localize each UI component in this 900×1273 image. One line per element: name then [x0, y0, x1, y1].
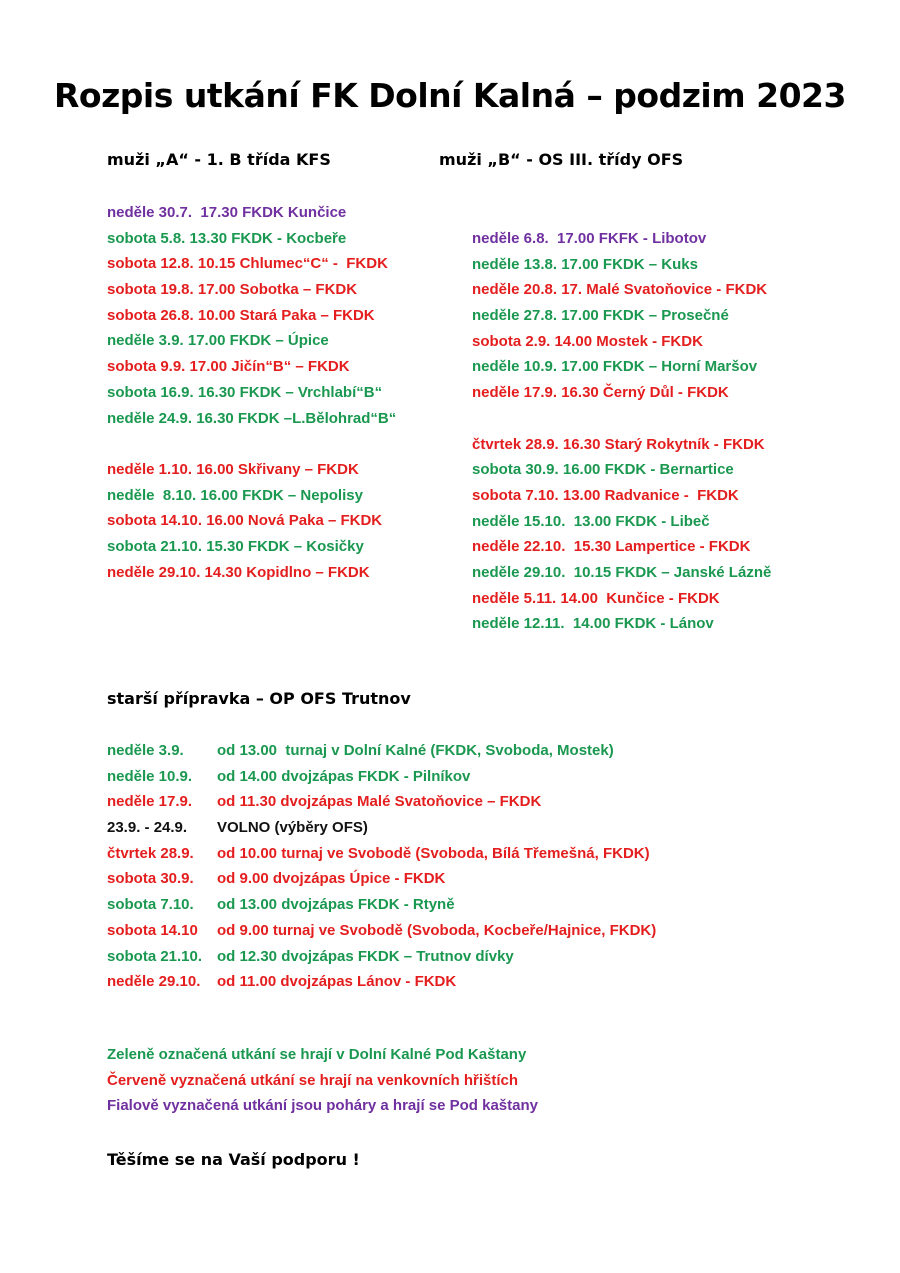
pripravka-event: od 9.00 turnaj ve Svobodě (Svoboda, Kocbeře/Hajnice, FKDK) — [217, 921, 657, 939]
match-row: neděle 13.8. 17.00 FKDK – Kuks — [472, 255, 698, 273]
match-row: sobota 21.10. 15.30 FKDK – Kosičky — [107, 537, 364, 555]
pripravka-row — [107, 764, 656, 790]
pripravka-event: od 14.00 dvojzápas FKDK - Pilníkov — [217, 767, 471, 785]
pripravka-row — [107, 841, 656, 867]
match-row: neděle 10.9. 17.00 FKDK – Horní Maršov — [472, 358, 758, 376]
match-row: sobota 9.9. 17.00 Jičín“B“ – FKDK — [107, 358, 350, 376]
pripravka-day: sobota 21.10. — [107, 947, 203, 965]
pripravka-day: sobota 30.9. — [107, 870, 194, 888]
match-row: neděle 3.9. 17.00 FKDK – Úpice — [107, 332, 329, 350]
match-row: neděle 6.8. 17.00 FKFK - Libotov — [472, 230, 707, 247]
pripravka-day: 23.9. - 24.9. — [107, 819, 188, 837]
match-row: neděle 1.10. 16.00 Skřivany – FKDK — [107, 460, 359, 478]
match-row: neděle 17.9. 16.30 Černý Důl - FKDK — [472, 384, 729, 402]
match-row: neděle 22.10. 15.30 Lampertice - FKDK — [472, 538, 751, 556]
match-row: sobota 12.8. 10.15 Chlumec“C“ - FKDK — [107, 255, 388, 273]
legend-item: Červeně vyznačená utkání se hrají na venkovních hřištích — [107, 1071, 518, 1089]
match-row: neděle 20.8. 17. Malé Svatoňovice - FKDK — [472, 281, 768, 299]
match-row: neděle 27.8. 17.00 FKDK – Prosečné — [472, 307, 729, 325]
match-row: neděle 30.7. 17.30 FKDK Kunčice — [107, 204, 347, 221]
pripravka-row — [107, 815, 656, 841]
match-row: neděle 12.11. 14.00 FKDK - Lánov — [472, 615, 714, 633]
pripravka-event: od 12.30 dvojzápas FKDK – Trutnov dívky — [217, 947, 514, 965]
match-row: neděle 24.9. 16.30 FKDK –L.Bělohrad“B“ — [107, 409, 397, 427]
match-row: sobota 16.9. 16.30 FKDK – Vrchlabí“B“ — [107, 383, 383, 401]
pripravka-event: od 10.00 turnaj ve Svobodě (Svoboda, Bílá Třemešná, FKDK) — [217, 844, 650, 862]
spacer — [107, 431, 396, 457]
pripravka-event: od 13.00 turnaj v Dolní Kalné (FKDK, Svoboda, Mostek) — [217, 742, 614, 759]
match-row: sobota 7.10. 13.00 Radvanice - FKDK — [472, 486, 739, 504]
legend-item: Fialově vyznačená utkání jsou poháry a hrají se Pod kaštany — [107, 1097, 538, 1115]
legend-item: Zeleně označená utkání se hrají v Dolní Kalné Pod Kaštany — [107, 1046, 527, 1063]
pripravka-event: od 11.00 dvojzápas Lánov - FKDK — [217, 973, 457, 991]
pripravka-schedule — [107, 738, 656, 995]
pripravka-day: neděle 10.9. — [107, 767, 193, 785]
match-row: sobota 19.8. 17.00 Sobotka – FKDK — [107, 281, 358, 299]
team-b-match-list — [472, 226, 771, 637]
match-row: neděle 29.10. 10.15 FKDK – Janské Lázně — [472, 563, 772, 581]
pripravka-row — [107, 918, 656, 944]
match-row: neděle 5.11. 14.00 Kunčice - FKDK — [472, 589, 720, 607]
pripravka-event: od 11.30 dvojzápas Malé Svatoňovice – FKDK — [217, 793, 542, 811]
pripravka-row — [107, 892, 656, 918]
pripravka-event: od 13.00 dvojzápas FKDK - Rtyně — [217, 896, 455, 914]
team-a-match-list — [107, 200, 396, 585]
pripravka-heading: starší přípravka – OP OFS Trutnov — [107, 689, 411, 708]
pripravka-day: neděle 3.9. — [107, 742, 184, 759]
pripravka-event: VOLNO (výběry OFS) — [217, 819, 368, 837]
color-legend — [107, 1042, 538, 1119]
pripravka-row — [107, 789, 656, 815]
pripravka-row — [107, 969, 656, 995]
pripravka-day: čtvrtek 28.9. — [107, 844, 194, 862]
match-row: sobota 5.8. 13.30 FKDK - Kocbeře — [107, 229, 347, 247]
team-b-heading: muži „B“ - OS III. třídy OFS — [439, 150, 684, 169]
pripravka-row — [107, 738, 656, 764]
match-row: sobota 14.10. 16.00 Nová Paka – FKDK — [107, 512, 383, 530]
pripravka-event: od 9.00 dvojzápas Úpice - FKDK — [217, 870, 446, 888]
closing-message: Těšíme se na Vaší podporu ! — [107, 1150, 360, 1169]
match-row: neděle 29.10. 14.30 Kopidlno – FKDK — [107, 563, 370, 581]
pripravka-row — [107, 866, 656, 892]
match-row: čtvrtek 28.9. 16.30 Starý Rokytník - FKDK — [472, 435, 765, 453]
match-row: sobota 26.8. 10.00 Stará Paka – FKDK — [107, 306, 375, 324]
spacer — [472, 406, 771, 432]
pripravka-day: sobota 14.10 — [107, 921, 198, 939]
pripravka-day: neděle 29.10. — [107, 973, 201, 991]
match-row: sobota 30.9. 16.00 FKDK - Bernartice — [472, 461, 734, 479]
match-row: neděle 8.10. 16.00 FKDK – Nepolisy — [107, 486, 363, 504]
match-row: sobota 2.9. 14.00 Mostek - FKDK — [472, 332, 703, 350]
team-a-heading: muži „A“ - 1. B třída KFS — [107, 150, 331, 169]
pripravka-day: sobota 7.10. — [107, 896, 194, 914]
match-row: neděle 15.10. 13.00 FKDK - Libeč — [472, 512, 710, 530]
page-title: Rozpis utkání FK Dolní Kalná – podzim 2023 — [54, 76, 846, 115]
pripravka-day: neděle 17.9. — [107, 793, 193, 811]
pripravka-row — [107, 944, 656, 970]
